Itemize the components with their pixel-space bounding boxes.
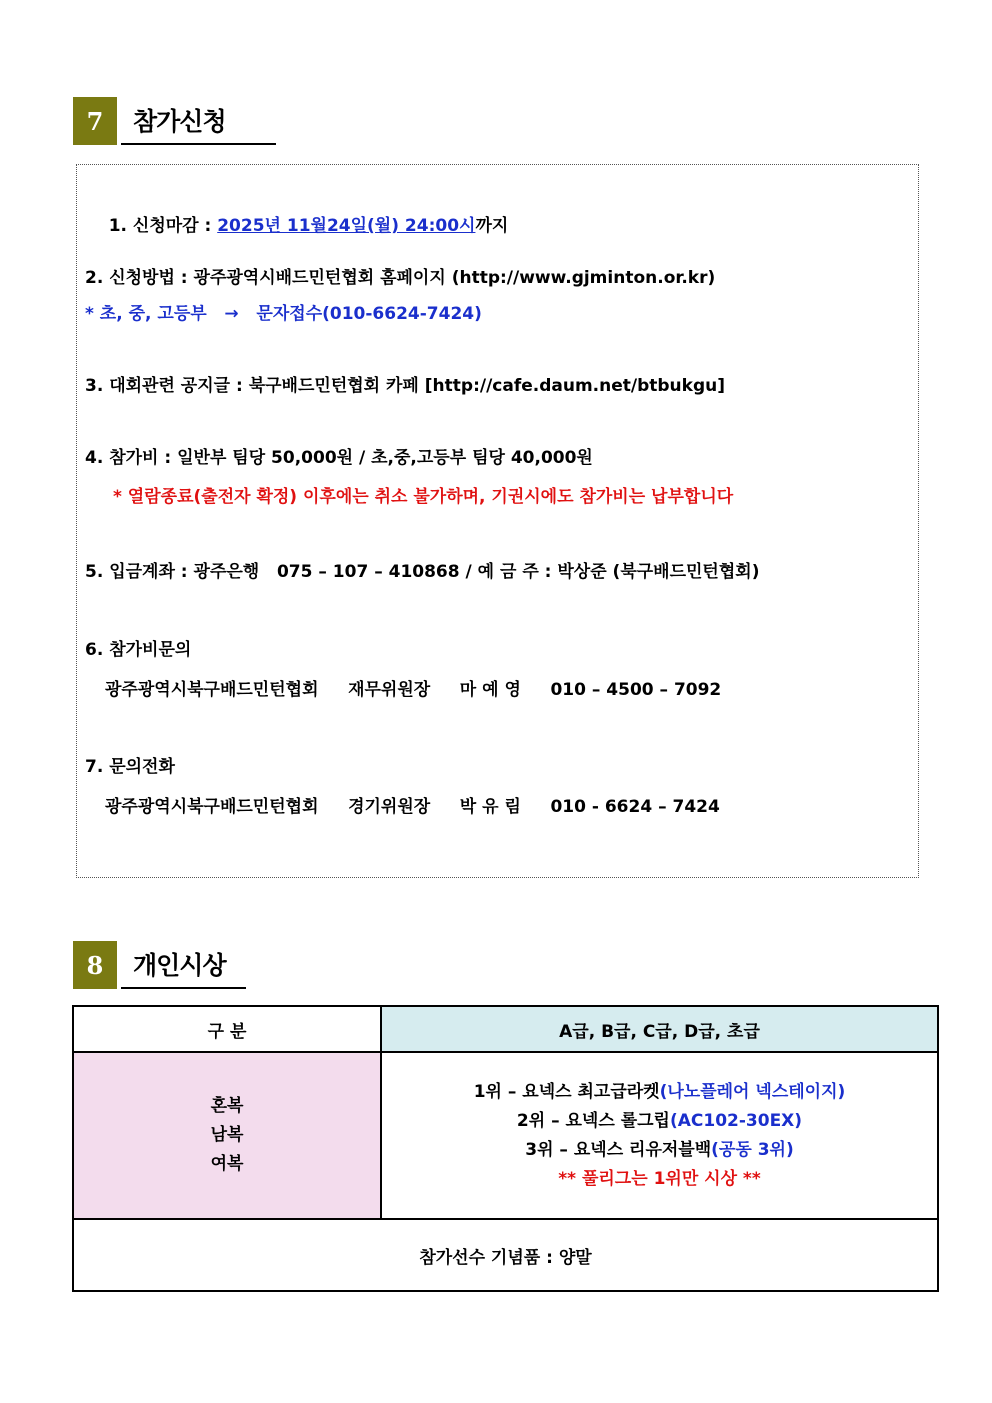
bank-account-line: 5. 입금계좌 : 광주은행 075 – 107 – 410868 / 예 금 주 : 박상준 (북구배드민턴협회) — [85, 562, 760, 582]
section-8-number-badge: 8 — [73, 941, 117, 989]
deadline-suffix: 까지 — [475, 216, 509, 236]
prize-first-detail: (나노플레어 넥스테이지) — [659, 1081, 846, 1102]
prize-first — [383, 1078, 936, 1107]
deadline-line — [85, 191, 508, 256]
souvenir-cell: 참가선수 기념품 : 양말 — [73, 1219, 938, 1291]
phone-inquiry-title: 7. 문의전화 — [85, 757, 175, 777]
division-header: 구 분 — [73, 1006, 381, 1052]
prize-second — [383, 1107, 936, 1136]
application-method-line: 2. 신청방법 : 광주광역시배드민턴협회 홈페이지 (http://www.gjminton.or.kr) — [85, 268, 716, 288]
fee-inquiry-title: 6. 참가비문의 — [85, 640, 192, 660]
awards-header-row — [73, 1006, 938, 1052]
prize-third-item: 3위 – 요넥스 리유저블백 — [525, 1139, 712, 1160]
deadline-date: 2025년 11월24일(월) 24:00시 — [217, 216, 476, 236]
prize-third-detail: (공동 3위) — [711, 1139, 794, 1160]
prize-first-item: 1위 – 요넥스 최고급라켓 — [473, 1081, 660, 1102]
section-7-heading — [73, 97, 276, 145]
section-7-number-badge: 7 — [73, 97, 117, 145]
section-8-title: 개인시상 — [121, 941, 246, 989]
prize-second-detail: (AC102-30EX) — [669, 1110, 803, 1131]
section-8-heading — [73, 941, 246, 989]
fee-inquiry-contact: 광주광역시북구배드민턴협회 재무위원장 마 예 영 010 – 4500 – 7092 — [105, 680, 722, 700]
prize-third — [383, 1136, 936, 1165]
phone-inquiry-contact: 광주광역시북구배드민턴협회 경기위원장 박 유 림 010 - 6624 – 7424 — [105, 797, 720, 817]
refund-warning: * 열람종료(출전자 확정) 이후에는 취소 불가하며, 기권시에도 참가비는 납부합니다 — [113, 487, 734, 507]
prize-cell — [381, 1052, 938, 1219]
category-cell — [73, 1052, 381, 1219]
entry-fee-line: 4. 참가비 : 일반부 팀당 50,000원 / 초,중,고등부 팀당 40,000원 — [85, 448, 593, 468]
school-division-note: * 초, 중, 고등부 → 문자접수(010-6624-7424) — [85, 304, 482, 324]
prize-second-item: 2위 – 요넥스 롤그립 — [516, 1110, 670, 1131]
grade-header: A급, B급, C급, D급, 초급 — [381, 1006, 938, 1052]
notice-line: 3. 대회관련 공지글 : 북구배드민턴협회 카페 [http://cafe.daum.net/btbukgu] — [85, 376, 726, 396]
section-7-title: 참가신청 — [121, 97, 276, 145]
deadline-label: 1. 신청마감 : — [108, 216, 218, 236]
round-robin-note: ** 풀리그는 1위만 시상 ** — [558, 1168, 761, 1189]
awards-body-row — [73, 1052, 938, 1219]
category-item: 남복 — [210, 1125, 244, 1145]
awards-footer-row — [73, 1219, 938, 1291]
category-item: 여복 — [210, 1154, 244, 1174]
registration-info-box — [76, 164, 919, 878]
awards-table — [72, 1005, 939, 1292]
category-item: 혼복 — [210, 1096, 244, 1116]
